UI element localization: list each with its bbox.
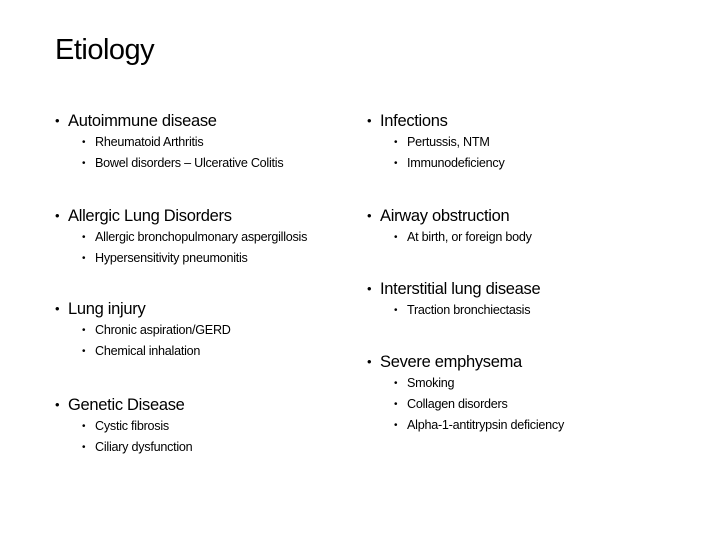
sub-bullet-item: • Immunodeficiency — [367, 153, 505, 174]
sub-bullet-item: • Allergic bronchopulmonary aspergillosis — [55, 227, 307, 248]
bullet-group-airway — [367, 205, 532, 248]
sub-bullet-item: • At birth, or foreign body — [367, 227, 532, 248]
sub-bullet-item: • Ciliary dysfunction — [55, 437, 192, 458]
sub-bullet-item: • Hypersensitivity pneumonitis — [55, 248, 307, 269]
bullet-group-interstitial — [367, 278, 540, 321]
sub-bullet-item: • Chronic aspiration/GERD — [55, 320, 231, 341]
bullet-group-lung-injury — [55, 298, 231, 362]
sub-bullet-item: • Smoking — [367, 373, 564, 394]
sub-bullet-item: • Pertussis, NTM — [367, 132, 505, 153]
bullet-item: • Interstitial lung disease — [367, 278, 540, 300]
bullet-group-emphysema — [367, 351, 564, 436]
bullet-group-genetic — [55, 394, 192, 458]
sub-bullet-item: • Cystic fibrosis — [55, 416, 192, 437]
sub-bullet-item: • Rheumatoid Arthritis — [55, 132, 283, 153]
bullet-group-autoimmune — [55, 110, 283, 174]
bullet-item: • Severe emphysema — [367, 351, 564, 373]
bullet-item: • Autoimmune disease — [55, 110, 283, 132]
slide-title: Etiology — [55, 34, 155, 66]
sub-bullet-item: • Chemical inhalation — [55, 341, 231, 362]
bullet-item: • Airway obstruction — [367, 205, 532, 227]
sub-bullet-item: • Traction bronchiectasis — [367, 300, 540, 321]
bullet-item: • Genetic Disease — [55, 394, 192, 416]
bullet-item: • Allergic Lung Disorders — [55, 205, 307, 227]
bullet-item: • Lung injury — [55, 298, 231, 320]
bullet-item: • Infections — [367, 110, 505, 132]
bullet-group-allergic — [55, 205, 307, 269]
sub-bullet-item: • Collagen disorders — [367, 394, 564, 415]
bullet-group-infections — [367, 110, 505, 174]
sub-bullet-item: • Bowel disorders – Ulcerative Colitis — [55, 153, 283, 174]
sub-bullet-item: • Alpha-1-antitrypsin deficiency — [367, 415, 564, 436]
